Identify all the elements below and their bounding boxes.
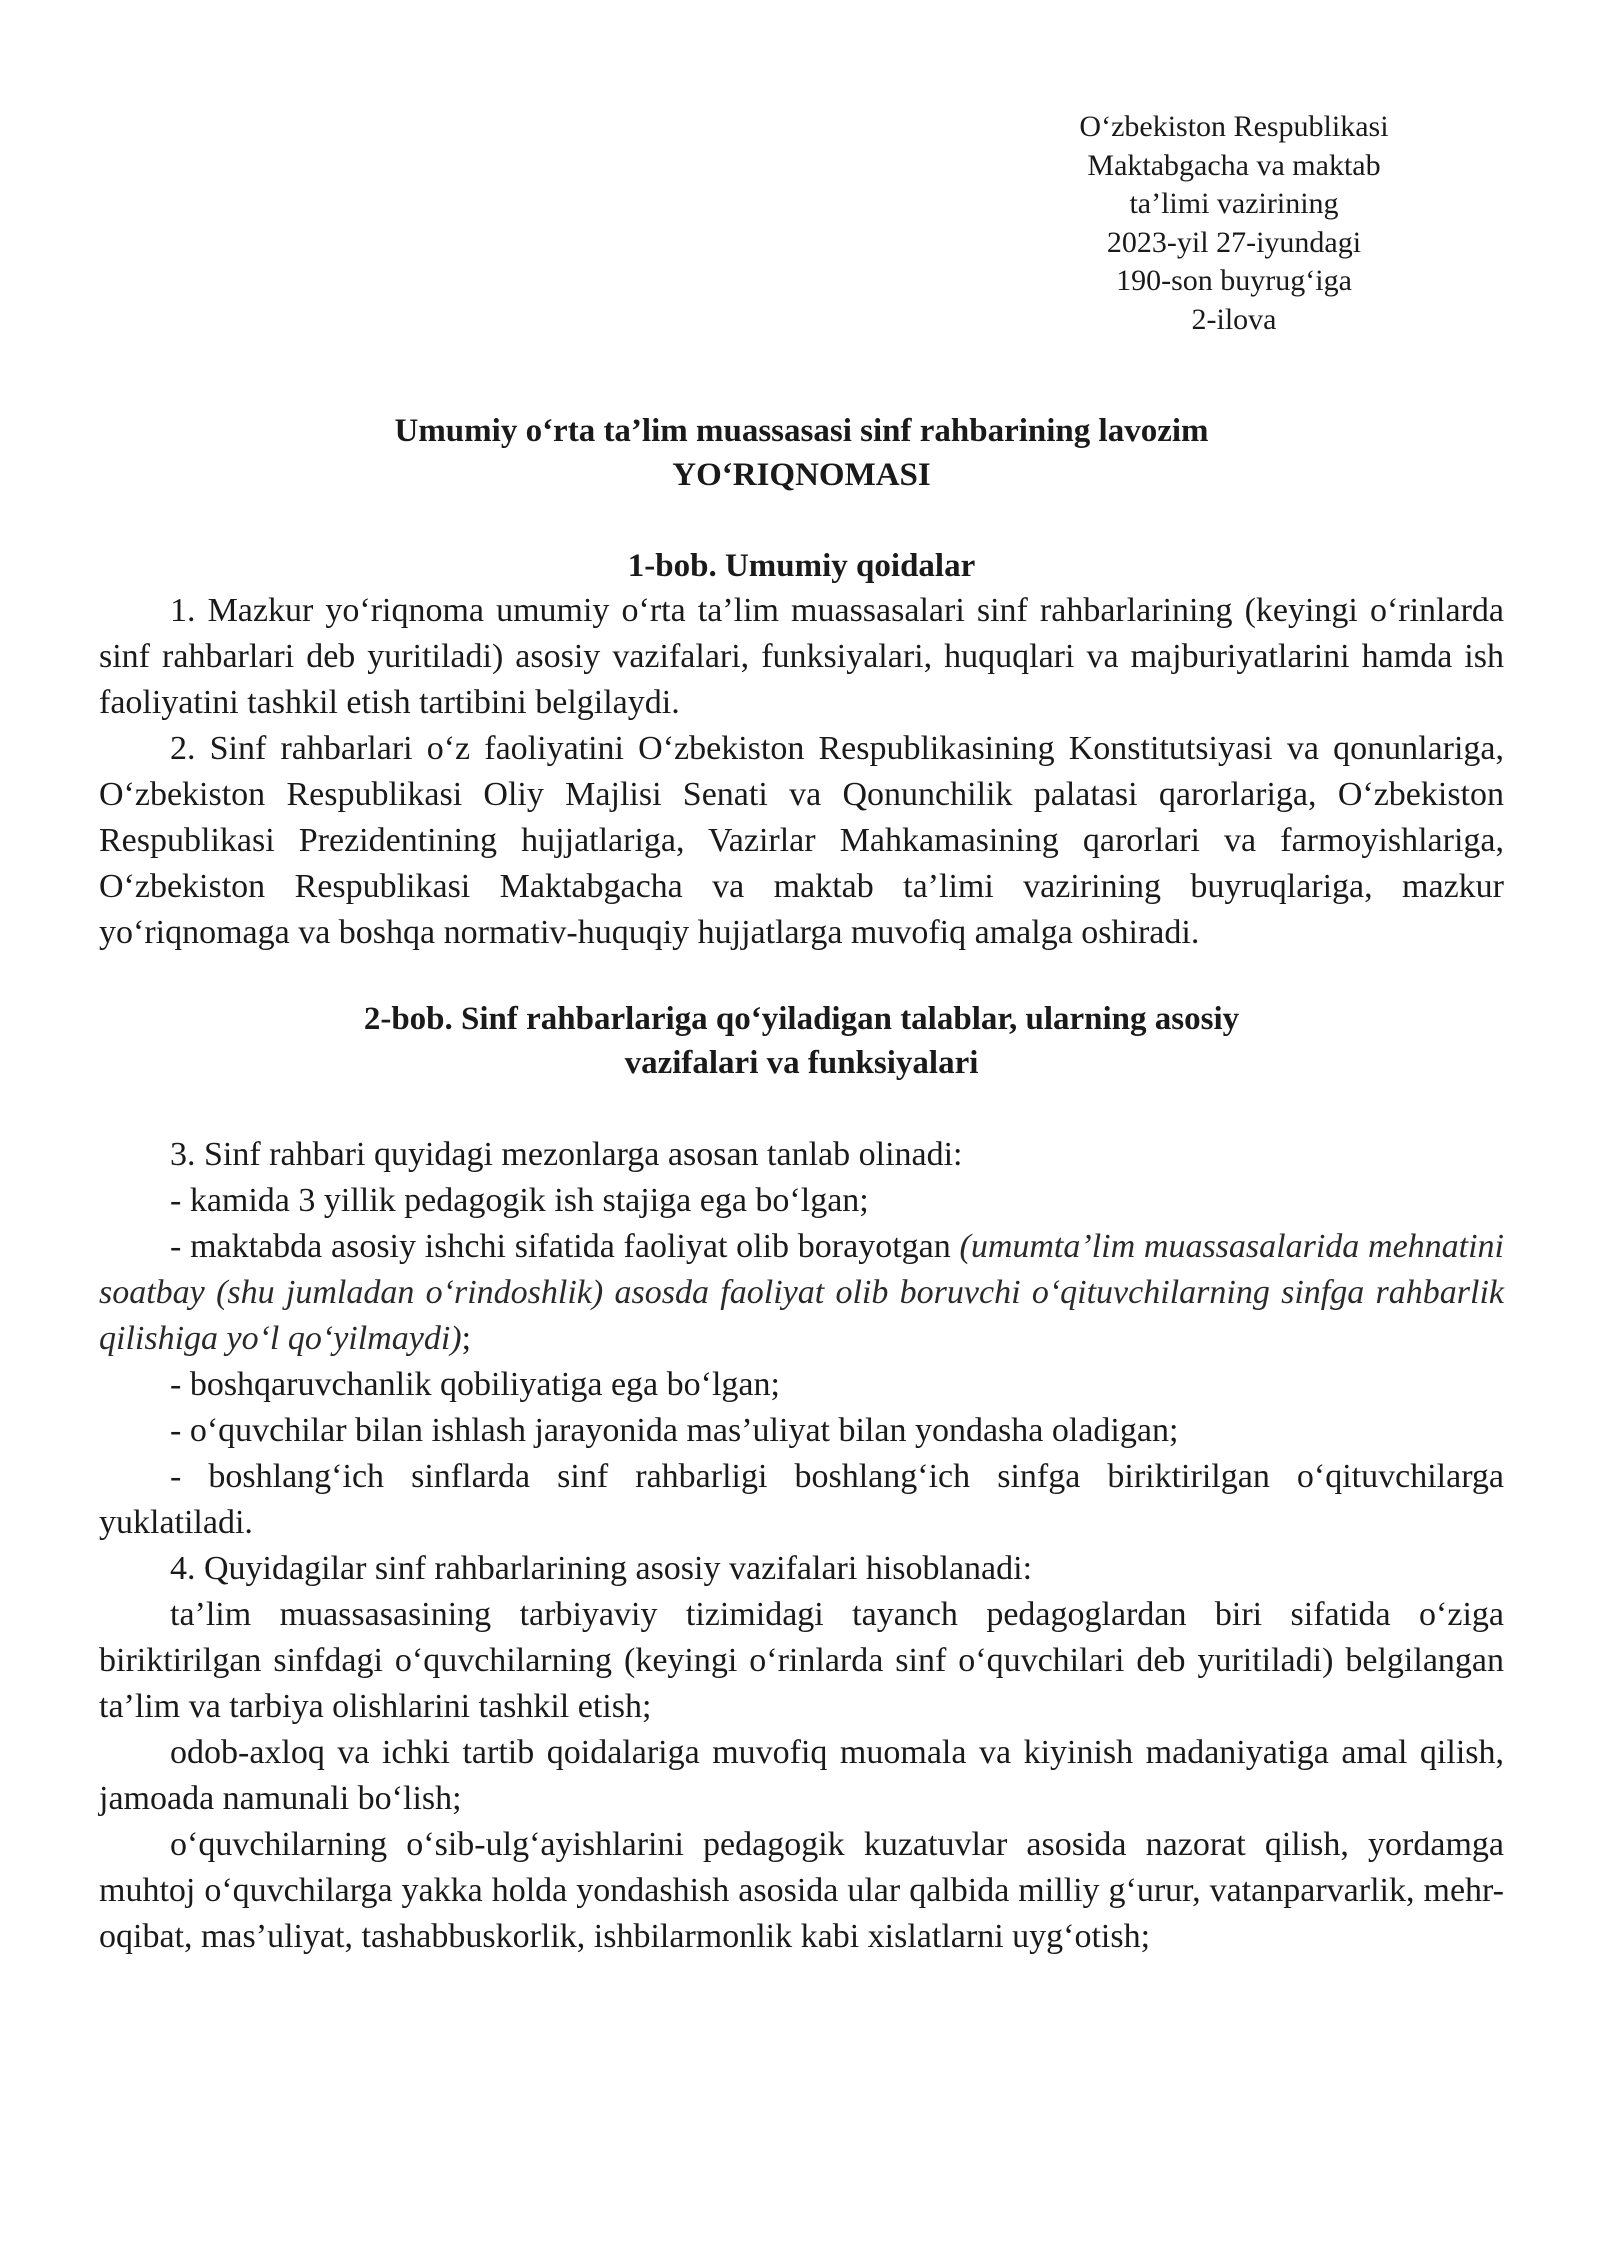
chapter-2-heading-line-2: vazifalari va funksiyalari bbox=[624, 1045, 979, 1081]
paragraph-2: 2. Sinf rahbarlari o‘z faoliyatini O‘zbekiston Respublikasining Konstitutsiyasi va qonunlariga, O‘zbekiston Respublikasi Oliy Majlisi Senati va Qonunchilik palatasi qarorlariga, O‘zbekiston Respublikasi Prezidentining hujjatlariga, Vazirlar Mahkamasining qarorlari va farmoyishlariga, O‘zbekiston Respublikasi Maktabgacha va maktab ta’limi vazirining buyruqlariga, mazkur yo‘riqnomaga va boshqa normativ-huquqiy hujjatlarga muvofiq amalga oshiradi. bbox=[99, 730, 1504, 951]
chapter-2-heading-line-1: 2-bob. Sinf rahbarlariga qo‘yiladigan talablar, ularning asosiy bbox=[363, 1001, 1240, 1037]
annex-line-2: Maktabgacha va maktab bbox=[1087, 148, 1381, 182]
document-title bbox=[99, 409, 1504, 497]
title-line-2: YO‘RIQNOMASI bbox=[672, 457, 931, 493]
annex-line-3: ta’limi vazirining bbox=[1129, 187, 1339, 220]
chapter-1-heading: 1-bob. Umumiy qoidalar bbox=[627, 548, 976, 584]
paragraph-3: 3. Sinf rahbari quyidagi mezonlarga asosan tanlab olinadi: bbox=[170, 1136, 963, 1173]
requirement-2-note: (umumta’lim muassasalarida mehnatini soatbay (shu jumladan o‘rindoshlik) asosda faoliyat olib boruvchi o‘qituvchilarning sinfga rahbarlik qilishiga yo‘l qo‘yilmaydi) bbox=[99, 1228, 1505, 1357]
duty-3: o‘quvchilarning o‘sib-ulg‘ayishlarini pedagogik kuzatuvlar asosida nazorat qilish, yordamga muhtoj o‘quvchilarga yakka holda yondashish asosida ular qalbida milliy g‘urur, vatanparvarlik, mehr-oqibat, mas’uliyat, tashabbuskorlik, ishbilarmonlik kabi xislatlarni uyg‘otish; bbox=[99, 1826, 1504, 1955]
duty-1: ta’lim muassasasining tarbiyaviy tizimidagi tayanch pedagoglardan biri sifatida o‘ziga biriktirilgan sinfdagi o‘quvchilarning (keyingi o‘rinlarda sinf o‘quvchilari deb yuritiladi) belgilangan ta’lim va tarbiya olishlarini tashkil etish; bbox=[99, 1596, 1504, 1725]
annex-line-4: 2023-yil 27-iyundagi bbox=[1106, 225, 1362, 259]
annex-line-5: 190-son buyrug‘iga bbox=[1116, 264, 1352, 297]
annex-line-1: O‘zbekiston Respublikasi bbox=[1079, 110, 1389, 143]
paragraph-1: 1. Mazkur yo‘riqnoma umumiy o‘rta ta’lim muassasalari sinf rahbarlarining (keyingi o‘rinlarda sinf rahbarlari deb yuritiladi) asosiy vazifalari, funksiyalari, huquqlari va majburiyatlarini hamda ish faoliyatini tashkil etish tartibini belgilaydi. bbox=[99, 592, 1504, 721]
annex-block bbox=[1024, 108, 1444, 339]
requirement-1: - kamida 3 yillik pedagogik ish stajiga ega bo‘lgan; bbox=[170, 1182, 869, 1219]
requirement-5: - boshlang‘ich sinflarda sinf rahbarligi boshlang‘ich sinfga biriktirilgan o‘qituvchilarga yuklatiladi. bbox=[99, 1458, 1504, 1541]
duty-2: odob-axloq va ichki tartib qoidalariga muvofiq muomala va kiyinish madaniyatiga amal qilish, jamoada namunali bo‘lish; bbox=[99, 1734, 1504, 1817]
requirement-2-end: ; bbox=[461, 1320, 472, 1357]
requirement-2 bbox=[99, 1224, 1504, 1362]
requirement-2-text: - maktabda asosiy ishchi sifatida faoliyat olib borayotgan bbox=[170, 1228, 960, 1265]
chapter-2-heading bbox=[99, 997, 1504, 1085]
requirement-4: - o‘quvchilar bilan ishlash jarayonida mas’uliyat bilan yondasha oladigan; bbox=[170, 1412, 1179, 1449]
title-line-1: Umumiy o‘rta ta’lim muassasasi sinf rahbarining lavozim bbox=[394, 413, 1209, 449]
requirement-3: - boshqaruvchanlik qobiliyatiga ega bo‘lgan; bbox=[170, 1366, 780, 1403]
paragraph-4: 4. Quyidagilar sinf rahbarlarining asosiy vazifalari hisoblanadi: bbox=[170, 1550, 1033, 1587]
annex-line-6: 2-ilova bbox=[1191, 302, 1277, 336]
